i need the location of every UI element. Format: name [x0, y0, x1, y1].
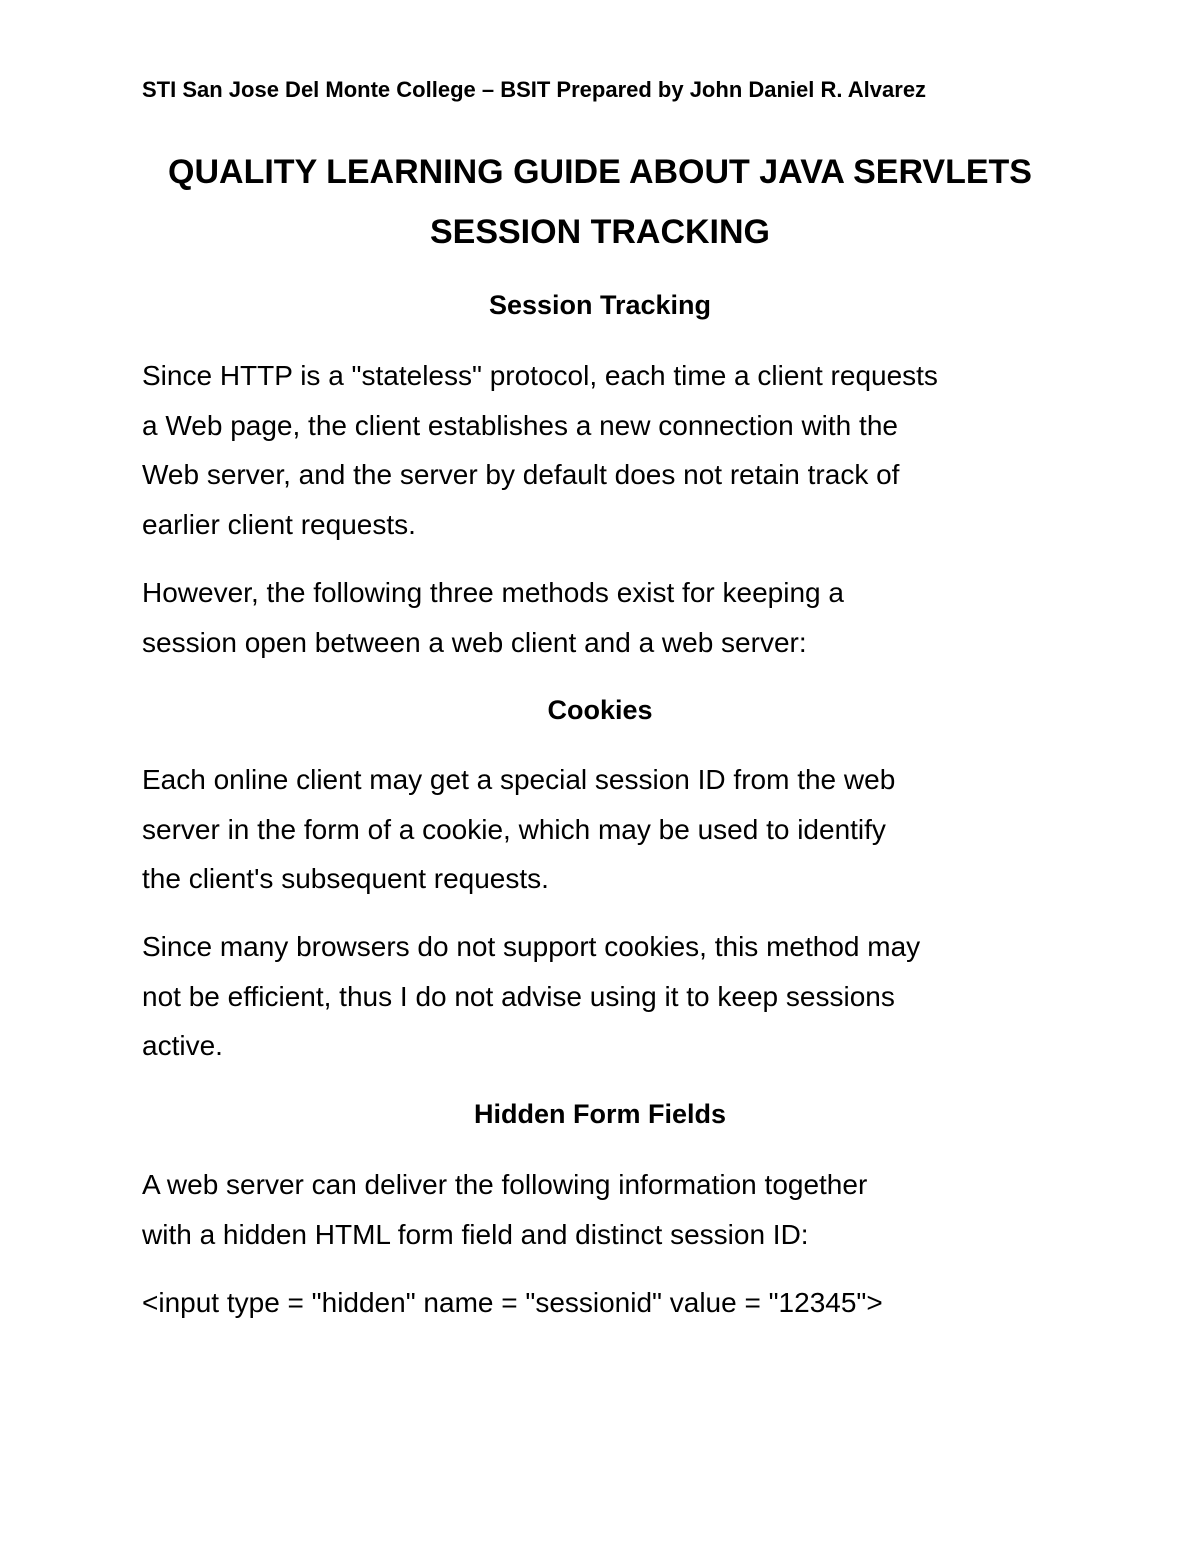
text-line: However, the following three methods exist for keeping a [142, 577, 844, 608]
text-line: A web server can deliver the following information together [142, 1169, 868, 1200]
document-title-line-1: QUALITY LEARNING GUIDE ABOUT JAVA SERVLETS [168, 153, 1032, 191]
section-heading-cookies: Cookies [547, 695, 653, 725]
text-line: earlier client requests. [142, 508, 416, 540]
document-title-line-2: SESSION TRACKING [429, 213, 771, 251]
paragraph-three-methods [142, 568, 1052, 667]
paragraph-hidden-field [142, 1160, 1052, 1259]
page-header: STI San Jose Del Monte College – BSIT Prepared by John Daniel R. Alvarez [142, 77, 927, 102]
section-heading-hidden-form-fields: Hidden Form Fields [473, 1099, 727, 1129]
text-line: a Web page, the client establishes a new connection with the [142, 409, 898, 441]
section-heading-session-tracking: Session Tracking [488, 290, 712, 320]
text-line: server in the form of a cookie, which may be used to identify [142, 813, 886, 845]
paragraph-cookie-advice [142, 922, 1052, 1071]
code-line: <input type = "hidden" name = "sessionid" value = "12345"> [142, 1287, 883, 1318]
text-line: active. [142, 1030, 223, 1061]
paragraph-cookie-session-id [142, 755, 1052, 904]
text-line: Web server, and the server by default does not retain track of [142, 459, 900, 490]
text-line: session open between a web client and a web server: [142, 626, 807, 658]
text-line: Since HTTP is a "stateless" protocol, each time a client requests [142, 360, 938, 391]
code-example-hidden-input [142, 1278, 1052, 1328]
paragraph-stateless-protocol [142, 351, 1052, 549]
text-line: not be efficient, thus I do not advise using it to keep sessions [142, 980, 895, 1012]
text-line: with a hidden HTML form field and distinct session ID: [142, 1218, 809, 1250]
text-line: the client's subsequent requests. [142, 863, 549, 894]
text-line: Each online client may get a special session ID from the web [142, 764, 896, 795]
text-line: Since many browsers do not support cookies, this method may [142, 931, 921, 962]
